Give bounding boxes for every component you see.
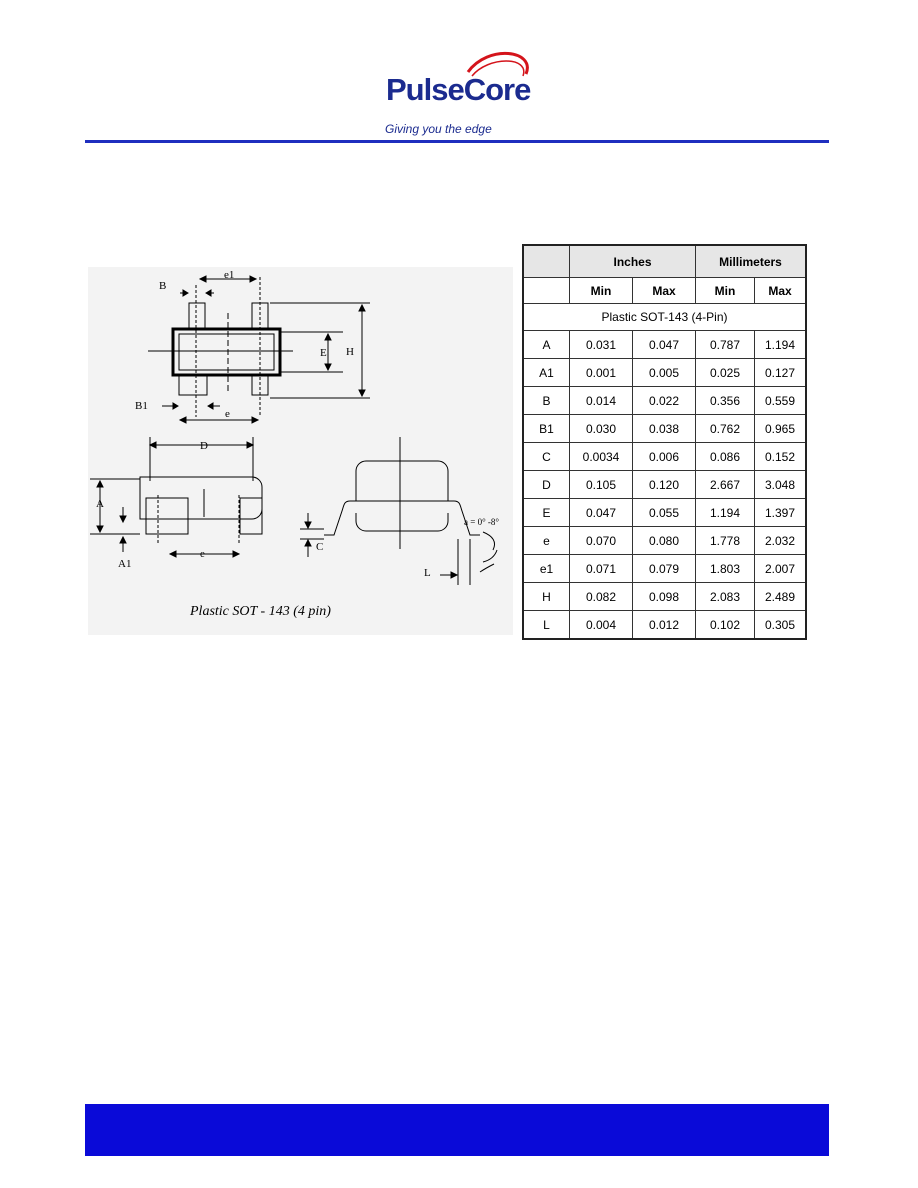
cell-mm-min: 1.778: [696, 527, 755, 555]
cell-mm-max: 0.559: [755, 387, 807, 415]
footer-bar: [85, 1104, 829, 1156]
label-A: A: [96, 498, 104, 510]
label-L: L: [424, 567, 431, 579]
cell-in-max: 0.079: [633, 555, 696, 583]
cell-sym: L: [523, 611, 570, 640]
cell-in-min: 0.031: [570, 331, 633, 359]
cell-mm-min: 0.787: [696, 331, 755, 359]
cell-in-min: 0.014: [570, 387, 633, 415]
label-angle: a = 0° -8°: [464, 517, 500, 527]
end-view: [300, 437, 500, 585]
cell-in-max: 0.055: [633, 499, 696, 527]
cell-sym: B: [523, 387, 570, 415]
cell-in-min: 0.071: [570, 555, 633, 583]
subheader-in-max: Max: [633, 278, 696, 304]
cell-in-max: 0.038: [633, 415, 696, 443]
table-row: [523, 527, 806, 555]
cell-sym: e: [523, 527, 570, 555]
cell-in-max: 0.120: [633, 471, 696, 499]
cell-mm-max: 1.397: [755, 499, 807, 527]
side-view: [90, 437, 262, 557]
cell-in-min: 0.070: [570, 527, 633, 555]
label-E: E: [320, 347, 327, 359]
diagram-caption: Plastic SOT - 143 (4 pin): [190, 604, 331, 619]
table-row: [523, 331, 806, 359]
table-corner-cell: [523, 245, 570, 278]
cell-mm-min: 0.102: [696, 611, 755, 640]
cell-in-min: 0.0034: [570, 443, 633, 471]
cell-in-min: 0.004: [570, 611, 633, 640]
cell-in-max: 0.098: [633, 583, 696, 611]
cell-sym: E: [523, 499, 570, 527]
cell-mm-min: 0.356: [696, 387, 755, 415]
label-e1: e1: [224, 269, 235, 281]
label-e-top: e: [225, 408, 230, 420]
cell-in-min: 0.030: [570, 415, 633, 443]
table-row: [523, 359, 806, 387]
table-row: [523, 415, 806, 443]
cell-mm-max: 3.048: [755, 471, 807, 499]
cell-in-max: 0.006: [633, 443, 696, 471]
cell-mm-max: 2.007: [755, 555, 807, 583]
cell-in-max: 0.047: [633, 331, 696, 359]
label-H: H: [346, 346, 354, 358]
table-row: [523, 611, 806, 640]
cell-mm-min: 0.025: [696, 359, 755, 387]
cell-mm-max: 0.305: [755, 611, 807, 640]
cell-in-min: 0.001: [570, 359, 633, 387]
top-view: [148, 276, 370, 423]
cell-sym: B1: [523, 415, 570, 443]
header-rule: [85, 140, 829, 143]
cell-mm-min: 1.803: [696, 555, 755, 583]
package-drawing: [88, 267, 513, 635]
table-row: [523, 471, 806, 499]
cell-sym: A1: [523, 359, 570, 387]
table-body: [523, 331, 806, 640]
table-row: [523, 499, 806, 527]
label-D: D: [200, 440, 208, 452]
cell-mm-min: 0.762: [696, 415, 755, 443]
table-row: [523, 387, 806, 415]
cell-mm-max: 0.127: [755, 359, 807, 387]
subheader-mm-min: Min: [696, 278, 755, 304]
cell-in-max: 0.012: [633, 611, 696, 640]
label-e-bottom: e: [200, 548, 205, 560]
subheader-blank: [523, 278, 570, 304]
subheader-in-min: Min: [570, 278, 633, 304]
cell-in-max: 0.005: [633, 359, 696, 387]
cell-mm-min: 2.083: [696, 583, 755, 611]
cell-mm-max: 2.489: [755, 583, 807, 611]
logo-tagline: Giving you the edge: [385, 122, 492, 136]
inches-header: Inches: [570, 245, 696, 278]
table-row: [523, 583, 806, 611]
cell-in-min: 0.047: [570, 499, 633, 527]
cell-sym: C: [523, 443, 570, 471]
table-row: [523, 555, 806, 583]
cell-sym: D: [523, 471, 570, 499]
cell-in-min: 0.082: [570, 583, 633, 611]
cell-in-max: 0.022: [633, 387, 696, 415]
label-B1: B1: [135, 400, 148, 412]
label-B: B: [159, 280, 167, 292]
label-A1: A1: [118, 558, 132, 570]
dimensions-table: [522, 244, 807, 640]
cell-in-min: 0.105: [570, 471, 633, 499]
pulsecore-logo: [360, 50, 560, 142]
cell-mm-max: 2.032: [755, 527, 807, 555]
cell-mm-max: 1.194: [755, 331, 807, 359]
millimeters-header: Millimeters: [696, 245, 807, 278]
cell-in-max: 0.080: [633, 527, 696, 555]
cell-sym: e1: [523, 555, 570, 583]
cell-mm-max: 0.965: [755, 415, 807, 443]
logo-wordmark: PulseCore: [386, 72, 531, 107]
cell-sym: H: [523, 583, 570, 611]
cell-mm-min: 2.667: [696, 471, 755, 499]
table-row: [523, 443, 806, 471]
table-package-caption: Plastic SOT-143 (4-Pin): [523, 304, 806, 331]
subheader-mm-max: Max: [755, 278, 807, 304]
cell-mm-min: 0.086: [696, 443, 755, 471]
label-C: C: [316, 541, 324, 553]
cell-sym: A: [523, 331, 570, 359]
cell-mm-min: 1.194: [696, 499, 755, 527]
cell-mm-max: 0.152: [755, 443, 807, 471]
